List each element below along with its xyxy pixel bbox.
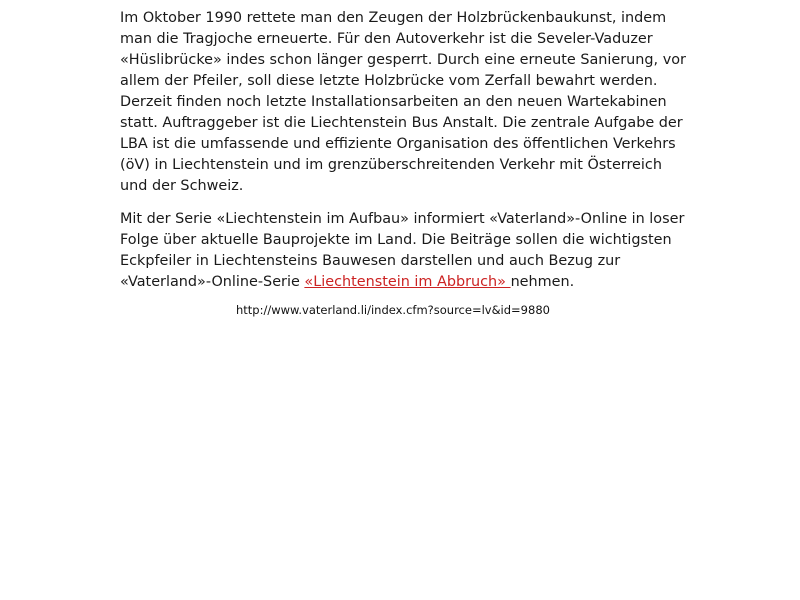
article-paragraph-1: Im Oktober 1990 rettete man den Zeugen der Holzbrückenbaukunst, indem man die Tragjoche erneuerte. Für den Autoverkehr ist die Seveler-Vaduzer «Hüslibrücke» indes schon länger gesperrt. Durch eine erneute Sanierung, vor allem der Pfeiler, soll diese letzte Holzbrücke vom Zerfall bewahrt werden. Derzeit finden noch letzte Installationsarbeiten an den neuen Wartekabinen statt. Auftraggeber ist die Liechtenstein Bus Anstalt. Die zentrale Aufgabe der LBA ist die umfassende und effiziente Organisation des öffentlichen Verkehrs (öV) in Liechtenstein und im grenzüberschreitenden Verkehr mit Österreich und der Schweiz.	[120, 10, 686, 194]
paragraph-2-text-after: nehmen.	[510, 274, 575, 290]
source-url: http://www.vaterland.li/index.cfm?source=lv&id=9880	[236, 303, 550, 317]
article-paragraph-2	[120, 209, 688, 293]
paragraph-2-text-before: Mit der Serie «Liechtenstein im Aufbau» informiert «Vaterland»-Online in loser Folge über aktuelle Bauprojekte im Land. Die Beiträge sollen die wichtigsten Eckpfeiler in Liechtensteins Bauwesen darstellen und auch Bezug zur «Vaterland»-Online-Serie	[120, 211, 685, 290]
abbruch-series-link[interactable]: «Liechtenstein im Abbruch»	[304, 274, 511, 290]
article-body	[120, 8, 688, 305]
